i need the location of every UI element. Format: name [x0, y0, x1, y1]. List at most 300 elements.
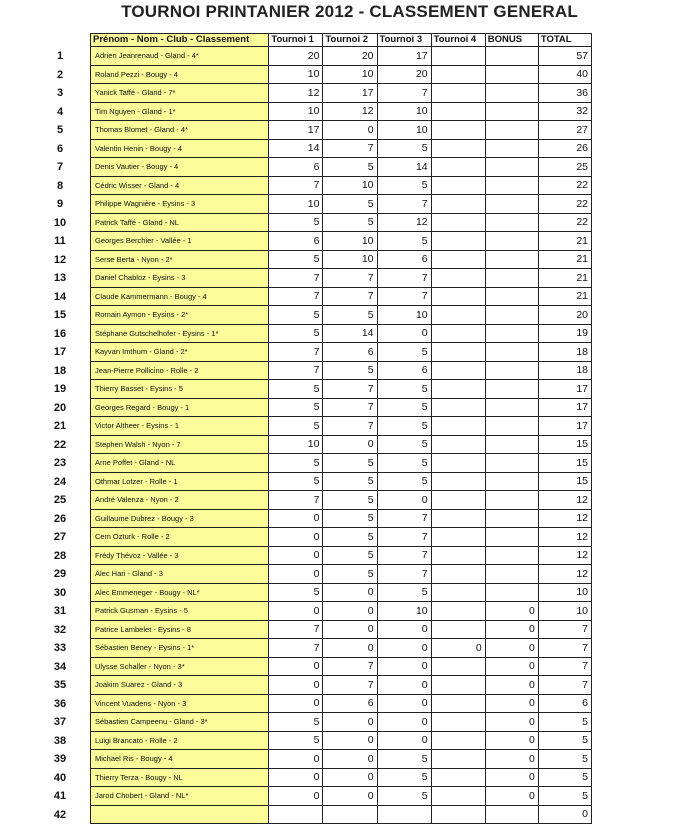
rank-number: 20 — [53, 401, 67, 414]
cell-name: Jarod Chobert - Gland - NL* — [91, 787, 269, 806]
cell-name: Sébastien Beney - Eysins - 1* — [91, 639, 269, 658]
cell-tournoi-3: 5 — [377, 454, 431, 473]
cell-bonus — [485, 232, 538, 251]
cell-tournoi-2: 5 — [323, 195, 377, 214]
cell-tournoi-1: 5 — [269, 472, 323, 491]
rank-number: 16 — [53, 327, 67, 340]
cell-total: 22 — [538, 195, 591, 214]
table-row — [91, 65, 592, 84]
cell-tournoi-2: 5 — [323, 546, 377, 565]
cell-tournoi-4 — [431, 158, 485, 177]
table-row — [91, 472, 592, 491]
rank-number: 40 — [53, 771, 67, 784]
cell-tournoi-4 — [431, 565, 485, 584]
cell-bonus — [485, 380, 538, 399]
table-row — [91, 232, 592, 251]
cell-tournoi-2: 5 — [323, 491, 377, 510]
cell-name: Patrick Gusman - Eysins - 5 — [91, 602, 269, 621]
cell-tournoi-2 — [323, 805, 377, 824]
cell-tournoi-4 — [431, 65, 485, 84]
cell-total: 7 — [538, 639, 591, 658]
cell-tournoi-1: 0 — [269, 750, 323, 769]
cell-tournoi-3: 5 — [377, 472, 431, 491]
cell-bonus — [485, 47, 538, 66]
cell-tournoi-1: 0 — [269, 787, 323, 806]
cell-tournoi-1: 0 — [269, 509, 323, 528]
rank-number: 10 — [53, 216, 67, 229]
cell-total: 26 — [538, 139, 591, 158]
cell-bonus — [485, 565, 538, 584]
cell-name: Denis Vautier - Bougy - 4 — [91, 158, 269, 177]
table-row — [91, 602, 592, 621]
rank-number: 6 — [56, 142, 64, 155]
cell-tournoi-1: 5 — [269, 398, 323, 417]
cell-tournoi-1: 7 — [269, 620, 323, 639]
cell-tournoi-4 — [431, 176, 485, 195]
cell-tournoi-3: 0 — [377, 731, 431, 750]
cell-tournoi-1: 6 — [269, 232, 323, 251]
cell-tournoi-4 — [431, 787, 485, 806]
table-row — [91, 158, 592, 177]
rank-number: 19 — [53, 383, 67, 395]
cell-tournoi-2: 5 — [323, 454, 377, 473]
table-row — [91, 676, 592, 695]
cell-total: 40 — [538, 65, 591, 84]
cell-tournoi-2: 6 — [323, 343, 377, 362]
cell-name: Alec Hari - Gland - 3 — [91, 565, 269, 584]
rank-number: 38 — [53, 734, 67, 747]
cell-tournoi-4 — [431, 454, 485, 473]
cell-tournoi-1: 5 — [269, 250, 323, 269]
cell-name: Patrice Lambelet - Eysins - 8 — [91, 620, 269, 639]
cell-tournoi-2: 10 — [323, 250, 377, 269]
cell-tournoi-1: 7 — [269, 491, 323, 510]
cell-tournoi-4 — [431, 287, 485, 306]
cell-tournoi-3: 0 — [377, 620, 431, 639]
cell-name: Alec Emmeneger - Bougy - NL* — [91, 583, 269, 602]
cell-tournoi-2: 0 — [323, 750, 377, 769]
cell-tournoi-3: 20 — [377, 65, 431, 84]
cell-total: 10 — [538, 602, 591, 621]
cell-tournoi-3: 5 — [377, 417, 431, 436]
cell-bonus — [485, 158, 538, 177]
cell-tournoi-3: 10 — [377, 102, 431, 121]
table-row — [91, 47, 592, 66]
cell-tournoi-3: 5 — [377, 787, 431, 806]
cell-bonus: 0 — [485, 731, 538, 750]
rank-number: 14 — [53, 290, 67, 303]
cell-tournoi-2: 7 — [323, 657, 377, 676]
rank-number: 5 — [56, 124, 64, 136]
cell-total: 22 — [538, 213, 591, 232]
cell-tournoi-1: 0 — [269, 565, 323, 584]
cell-tournoi-2: 0 — [323, 583, 377, 602]
cell-tournoi-4 — [431, 361, 485, 380]
cell-total: 7 — [538, 657, 591, 676]
cell-tournoi-2: 0 — [323, 602, 377, 621]
cell-name: Othmar Lotzer - Rolle - 1 — [91, 472, 269, 491]
rank-number: 35 — [53, 679, 67, 691]
cell-tournoi-3: 0 — [377, 676, 431, 695]
cell-bonus — [485, 528, 538, 547]
cell-tournoi-1: 10 — [269, 65, 323, 84]
cell-tournoi-3 — [377, 805, 431, 824]
table-row — [91, 121, 592, 140]
cell-tournoi-1: 0 — [269, 694, 323, 713]
table-row — [91, 287, 592, 306]
cell-name: Thierry Terza - Bougy - NL — [91, 768, 269, 787]
cell-tournoi-3: 5 — [377, 139, 431, 158]
rank-number: 36 — [53, 697, 67, 710]
table-row — [91, 435, 592, 454]
rank-number: 9 — [56, 198, 64, 210]
cell-bonus — [485, 269, 538, 288]
cell-tournoi-1: 7 — [269, 269, 323, 288]
cell-name: Romain Aymon - Eysins - 2* — [91, 306, 269, 325]
table-row — [91, 213, 592, 232]
cell-total: 12 — [538, 509, 591, 528]
cell-tournoi-3: 5 — [377, 768, 431, 787]
cell-total: 19 — [538, 324, 591, 343]
cell-tournoi-3: 14 — [377, 158, 431, 177]
cell-total: 17 — [538, 417, 591, 436]
cell-total: 5 — [538, 750, 591, 769]
cell-bonus — [485, 306, 538, 325]
cell-name: Patrick Taffé - Gland - NL — [91, 213, 269, 232]
cell-name: Jean-Pierre Pollicino - Rolle - 2 — [91, 361, 269, 380]
cell-tournoi-3: 10 — [377, 602, 431, 621]
cell-tournoi-4 — [431, 750, 485, 769]
rank-number: 8 — [56, 179, 64, 192]
cell-total: 15 — [538, 454, 591, 473]
cell-tournoi-2: 0 — [323, 768, 377, 787]
cell-tournoi-2: 5 — [323, 158, 377, 177]
cell-bonus — [485, 546, 538, 565]
cell-name: Roland Pezzi - Bougy - 4 — [91, 65, 269, 84]
cell-name: Sébastien Campeenu - Gland - 3* — [91, 713, 269, 732]
cell-tournoi-1: 0 — [269, 528, 323, 547]
cell-bonus — [485, 102, 538, 121]
cell-name: Michael Ris - Bougy - 4 — [91, 750, 269, 769]
cell-tournoi-3: 7 — [377, 287, 431, 306]
cell-tournoi-4 — [431, 250, 485, 269]
cell-total: 25 — [538, 158, 591, 177]
rank-number: 26 — [53, 512, 67, 525]
header-total: TOTAL — [538, 34, 591, 47]
cell-tournoi-3: 5 — [377, 232, 431, 251]
cell-tournoi-4 — [431, 232, 485, 251]
cell-bonus — [485, 509, 538, 528]
cell-total: 17 — [538, 380, 591, 399]
header-tournoi-2: Tournoi 2 — [323, 34, 377, 47]
cell-tournoi-3: 0 — [377, 694, 431, 713]
cell-name: Valentin Henin - Bougy - 4 — [91, 139, 269, 158]
cell-tournoi-3: 7 — [377, 546, 431, 565]
cell-total: 20 — [538, 306, 591, 325]
cell-tournoi-2: 5 — [323, 565, 377, 584]
table-row — [91, 343, 592, 362]
cell-tournoi-3: 7 — [377, 528, 431, 547]
cell-name: Stéphane Gutschelhofer - Eysins - 1* — [91, 324, 269, 343]
rank-number: 12 — [53, 253, 67, 266]
rank-number: 22 — [53, 438, 67, 451]
rank-number: 24 — [53, 475, 67, 488]
cell-tournoi-4 — [431, 491, 485, 510]
cell-bonus — [485, 361, 538, 380]
table-row — [91, 269, 592, 288]
rank-number: 41 — [53, 790, 67, 802]
header-tournoi-4: Tournoi 4 — [431, 34, 485, 47]
rank-number: 34 — [53, 660, 67, 673]
cell-tournoi-3: 7 — [377, 84, 431, 103]
cell-tournoi-2: 7 — [323, 139, 377, 158]
cell-tournoi-2: 0 — [323, 435, 377, 454]
cell-tournoi-4 — [431, 602, 485, 621]
cell-tournoi-3: 5 — [377, 398, 431, 417]
cell-tournoi-2: 12 — [323, 102, 377, 121]
cell-tournoi-1: 5 — [269, 306, 323, 325]
cell-tournoi-3: 10 — [377, 121, 431, 140]
cell-tournoi-1: 7 — [269, 287, 323, 306]
cell-tournoi-1: 17 — [269, 121, 323, 140]
cell-total: 18 — [538, 361, 591, 380]
table-row — [91, 805, 592, 824]
cell-tournoi-2: 0 — [323, 121, 377, 140]
cell-tournoi-4 — [431, 805, 485, 824]
rank-number: 33 — [53, 642, 67, 654]
cell-tournoi-2: 7 — [323, 398, 377, 417]
cell-bonus — [485, 435, 538, 454]
rank-number: 31 — [53, 605, 67, 617]
cell-tournoi-2: 0 — [323, 787, 377, 806]
cell-bonus: 0 — [485, 750, 538, 769]
cell-total: 12 — [538, 546, 591, 565]
cell-tournoi-1 — [269, 805, 323, 824]
cell-total: 17 — [538, 398, 591, 417]
cell-tournoi-3: 10 — [377, 306, 431, 325]
table-row — [91, 657, 592, 676]
cell-total: 15 — [538, 435, 591, 454]
cell-total: 21 — [538, 269, 591, 288]
table-row — [91, 306, 592, 325]
rank-number: 2 — [56, 68, 64, 81]
cell-bonus — [485, 287, 538, 306]
cell-tournoi-4 — [431, 324, 485, 343]
table-row — [91, 750, 592, 769]
cell-name: Claude Kammermann - Bougy - 4 — [91, 287, 269, 306]
cell-total: 18 — [538, 343, 591, 362]
cell-tournoi-2: 10 — [323, 65, 377, 84]
rank-number: 1 — [56, 50, 64, 62]
cell-tournoi-1: 7 — [269, 343, 323, 362]
cell-name: Daniel Chabloz - Eysins - 3 — [91, 269, 269, 288]
rank-number: 11 — [54, 235, 66, 247]
table-row — [91, 731, 592, 750]
table-row — [91, 454, 592, 473]
cell-bonus — [485, 121, 538, 140]
cell-tournoi-4 — [431, 417, 485, 436]
cell-tournoi-4 — [431, 694, 485, 713]
table-row — [91, 565, 592, 584]
cell-bonus — [485, 84, 538, 103]
cell-tournoi-3: 5 — [377, 380, 431, 399]
cell-tournoi-3: 5 — [377, 583, 431, 602]
rank-number: 17 — [53, 346, 67, 358]
cell-total: 21 — [538, 287, 591, 306]
cell-name: Stephen Walsh - Nyon - 7 — [91, 435, 269, 454]
cell-tournoi-4 — [431, 139, 485, 158]
cell-bonus — [485, 65, 538, 84]
cell-tournoi-1: 5 — [269, 731, 323, 750]
cell-tournoi-3: 7 — [377, 565, 431, 584]
cell-tournoi-4 — [431, 343, 485, 362]
table-row — [91, 768, 592, 787]
cell-tournoi-3: 12 — [377, 213, 431, 232]
cell-tournoi-1: 0 — [269, 546, 323, 565]
cell-bonus — [485, 195, 538, 214]
cell-tournoi-1: 7 — [269, 361, 323, 380]
cell-tournoi-4 — [431, 269, 485, 288]
cell-name: Yanick Taffé - Gland - 7* — [91, 84, 269, 103]
cell-name: Victor Altheer - Eysins - 1 — [91, 417, 269, 436]
cell-tournoi-1: 5 — [269, 380, 323, 399]
cell-tournoi-4 — [431, 213, 485, 232]
cell-total: 57 — [538, 47, 591, 66]
table-row — [91, 546, 592, 565]
cell-tournoi-3: 0 — [377, 639, 431, 658]
table-row — [91, 639, 592, 658]
cell-tournoi-1: 0 — [269, 768, 323, 787]
cell-bonus: 0 — [485, 602, 538, 621]
cell-tournoi-3: 0 — [377, 713, 431, 732]
cell-name: Joakim Suarez - Gland - 3 — [91, 676, 269, 695]
table-row — [91, 361, 592, 380]
cell-name: Frédy Thévoz - Vallée - 3 — [91, 546, 269, 565]
cell-name: Philippe Wagnière - Eysins - 3 — [91, 195, 269, 214]
cell-tournoi-3: 7 — [377, 269, 431, 288]
cell-name: Adrien Jeanrenaud - Gland - 4* — [91, 47, 269, 66]
cell-total: 12 — [538, 565, 591, 584]
cell-tournoi-4 — [431, 380, 485, 399]
cell-bonus — [485, 398, 538, 417]
cell-bonus — [485, 472, 538, 491]
cell-total: 5 — [538, 731, 591, 750]
table-row — [91, 491, 592, 510]
table-row — [91, 176, 592, 195]
cell-tournoi-4 — [431, 102, 485, 121]
standings-table — [90, 33, 592, 824]
rank-number: 25 — [53, 494, 67, 506]
cell-tournoi-4 — [431, 84, 485, 103]
table-row — [91, 250, 592, 269]
rank-number: 4 — [56, 105, 64, 118]
cell-tournoi-3: 6 — [377, 361, 431, 380]
rank-number: 28 — [53, 549, 67, 562]
cell-tournoi-4 — [431, 47, 485, 66]
cell-bonus — [485, 583, 538, 602]
cell-tournoi-4 — [431, 121, 485, 140]
cell-bonus — [485, 250, 538, 269]
table-row — [91, 398, 592, 417]
cell-tournoi-2: 14 — [323, 324, 377, 343]
cell-name: Luigi Brancato - Rolle - 2 — [91, 731, 269, 750]
cell-tournoi-1: 10 — [269, 195, 323, 214]
cell-total: 7 — [538, 620, 591, 639]
cell-tournoi-3: 5 — [377, 176, 431, 195]
cell-tournoi-4 — [431, 620, 485, 639]
cell-tournoi-1: 20 — [269, 47, 323, 66]
cell-tournoi-3: 7 — [377, 509, 431, 528]
cell-tournoi-3: 0 — [377, 657, 431, 676]
cell-name: André Valenza - Nyon - 2 — [91, 491, 269, 510]
cell-tournoi-2: 0 — [323, 620, 377, 639]
cell-total: 12 — [538, 528, 591, 547]
rank-number: 21 — [53, 420, 67, 432]
cell-tournoi-2: 5 — [323, 361, 377, 380]
cell-name: Georges Berchier - Vallée - 1 — [91, 232, 269, 251]
cell-tournoi-1: 5 — [269, 417, 323, 436]
cell-name: Kayvan Imthum - Gland - 2* — [91, 343, 269, 362]
cell-tournoi-2: 0 — [323, 731, 377, 750]
table-row — [91, 787, 592, 806]
cell-tournoi-1: 6 — [269, 158, 323, 177]
header-tournoi-1: Tournoi 1 — [269, 34, 323, 47]
rank-number: 37 — [53, 716, 67, 728]
cell-total: 36 — [538, 84, 591, 103]
header-tournoi-3: Tournoi 3 — [377, 34, 431, 47]
cell-tournoi-2: 5 — [323, 306, 377, 325]
rank-number: 23 — [53, 457, 67, 469]
cell-tournoi-2: 7 — [323, 269, 377, 288]
rank-number: 13 — [53, 272, 67, 284]
table-row — [91, 324, 592, 343]
cell-tournoi-2: 7 — [323, 380, 377, 399]
cell-tournoi-4 — [431, 509, 485, 528]
table-row — [91, 195, 592, 214]
cell-tournoi-3: 6 — [377, 250, 431, 269]
cell-bonus: 0 — [485, 676, 538, 695]
cell-bonus: 0 — [485, 713, 538, 732]
rank-number: 3 — [56, 87, 64, 99]
cell-name: Ulysse Schaller - Nyon - 3* — [91, 657, 269, 676]
table-row — [91, 713, 592, 732]
cell-name: Tim Nguyen - Gland - 1* — [91, 102, 269, 121]
cell-tournoi-1: 7 — [269, 176, 323, 195]
cell-name: Serse Berta - Nyon - 2* — [91, 250, 269, 269]
cell-bonus — [485, 139, 538, 158]
cell-tournoi-2: 17 — [323, 84, 377, 103]
cell-bonus: 0 — [485, 639, 538, 658]
rank-number: 7 — [56, 161, 64, 173]
table-row — [91, 509, 592, 528]
rank-number: 32 — [53, 623, 67, 636]
table-row — [91, 583, 592, 602]
rank-number: 42 — [53, 808, 67, 821]
cell-tournoi-2: 7 — [323, 417, 377, 436]
cell-tournoi-1: 0 — [269, 602, 323, 621]
table-header-row — [91, 34, 592, 47]
cell-total: 27 — [538, 121, 591, 140]
rank-column — [40, 47, 80, 824]
cell-bonus: 0 — [485, 768, 538, 787]
cell-tournoi-1: 5 — [269, 324, 323, 343]
cell-bonus — [485, 454, 538, 473]
page-title: TOURNOI PRINTANIER 2012 - CLASSEMENT GENERAL — [121, 2, 578, 21]
cell-tournoi-4 — [431, 583, 485, 602]
cell-tournoi-1: 5 — [269, 454, 323, 473]
cell-tournoi-1: 0 — [269, 657, 323, 676]
cell-bonus — [485, 213, 538, 232]
